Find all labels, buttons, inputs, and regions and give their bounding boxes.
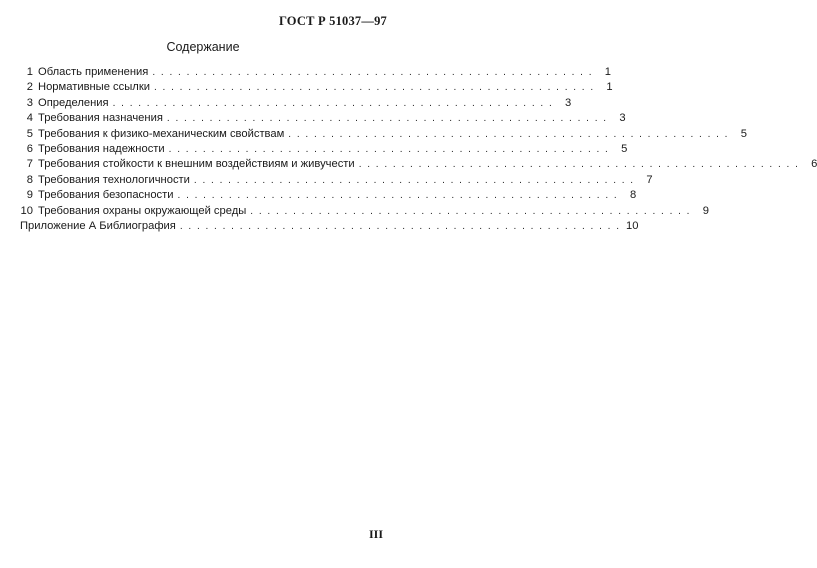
toc-leader-dots: . . . . . . . . . . . . . . . . . . . . . . . . . . . . . . . . . . . . . . . . . . . . . . . . . . . . [288, 128, 729, 140]
toc-title: Содержание [166, 40, 240, 54]
toc-entry-number: 2 [26, 81, 33, 94]
toc-entry-page: 6 [811, 158, 817, 171]
toc-entry[interactable] [20, 65, 612, 80]
toc-entry[interactable] [20, 157, 817, 172]
toc-entry-title: Требования назначения [38, 112, 163, 125]
toc-entry-number: 5 [26, 127, 33, 140]
toc-entry-page: 3 [565, 96, 572, 109]
toc-entry[interactable] [20, 188, 637, 203]
toc-entry-number: 3 [26, 96, 33, 109]
toc-leader-dots: . . . . . . . . . . . . . . . . . . . . . . . . . . . . . . . . . . . . . . . . . . . . . . . . . . . . [152, 67, 594, 78]
toc-entry-page: 8 [629, 189, 637, 202]
toc-leader-dots: . . . . . . . . . . . . . . . . . . . . . . . . . . . . . . . . . . . . . . . . . . . . . . . . . . . . [112, 97, 554, 109]
toc-entry[interactable] [20, 127, 747, 142]
toc-entry-title: Требования охраны окружающей среды [38, 204, 247, 217]
toc-entry-page: 1 [604, 66, 612, 78]
toc-leader-dots: . . . . . . . . . . . . . . . . . . . . . . . . . . . . . . . . . . . . . . . . . . . . . . . . . . . . [179, 220, 621, 232]
toc-entry[interactable] [20, 204, 709, 219]
toc-entry[interactable] [20, 142, 628, 157]
toc-leader-dots: . . . . . . . . . . . . . . . . . . . . . . . . . . . . . . . . . . . . . . . . . . . . . . . . . . . . [168, 143, 610, 155]
toc-entry-number: 7 [26, 158, 33, 171]
toc-entry-number: 4 [26, 112, 33, 125]
toc-leader-dots: . . . . . . . . . . . . . . . . . . . . . . . . . . . . . . . . . . . . . . . . . . . . . . . . . . . . [193, 174, 635, 186]
toc-entry-title: Требования технологичности [38, 173, 190, 186]
page-number: III [368, 527, 383, 541]
toc-entry[interactable] [20, 173, 653, 188]
toc-entry-page: 5 [621, 142, 628, 155]
toc-entry-title: Требования к физико-механическим свойствам [38, 127, 285, 140]
toc-entry-title: Определения [38, 96, 109, 109]
toc-entry-page: 9 [702, 204, 709, 217]
toc-entry-page: 1 [606, 81, 613, 94]
toc-entry-page: 10 [626, 219, 639, 232]
toc-leader-dots: . . . . . . . . . . . . . . . . . . . . . . . . . . . . . . . . . . . . . . . . . . . . . . . . . . . . [153, 82, 595, 94]
toc-entry-title: Требования стойкости к внешним воздействиям и живучести [38, 158, 355, 171]
table-of-contents [20, 65, 817, 234]
toc-entry-page: 7 [646, 173, 653, 186]
toc-entry-title: Нормативные ссылки [38, 81, 150, 94]
toc-leader-dots: . . . . . . . . . . . . . . . . . . . . . . . . . . . . . . . . . . . . . . . . . . . . . . . . . . . . [177, 190, 619, 202]
standard-code: ГОСТ Р 51037—97 [278, 14, 387, 28]
toc-entry-number: 9 [26, 189, 33, 202]
toc-entry[interactable] [20, 80, 613, 95]
toc-entry-number: 10 [20, 204, 33, 217]
toc-entry-title: Область применения [38, 66, 149, 78]
toc-entry-page: 5 [740, 127, 747, 140]
toc-entry-title: Требования надежности [38, 142, 165, 155]
toc-entry-appendix[interactable] [20, 219, 639, 234]
toc-entry-title: Требования безопасности [38, 189, 174, 202]
toc-leader-dots: . . . . . . . . . . . . . . . . . . . . . . . . . . . . . . . . . . . . . . . . . . . . . . . . . . . . [166, 113, 608, 125]
toc-entry[interactable] [20, 111, 626, 126]
toc-entry[interactable] [20, 96, 572, 111]
toc-leader-dots: . . . . . . . . . . . . . . . . . . . . . . . . . . . . . . . . . . . . . . . . . . . . . . . . . . . . [358, 159, 800, 171]
toc-entry-page: 3 [619, 112, 626, 125]
toc-entry-number: 8 [26, 173, 33, 186]
toc-entry-title: Приложение А Библиография [20, 219, 176, 232]
toc-entry-number: 6 [26, 142, 33, 155]
toc-entry-number: 1 [26, 66, 33, 78]
toc-leader-dots: . . . . . . . . . . . . . . . . . . . . . . . . . . . . . . . . . . . . . . . . . . . . . . . . . . . . [250, 205, 691, 217]
